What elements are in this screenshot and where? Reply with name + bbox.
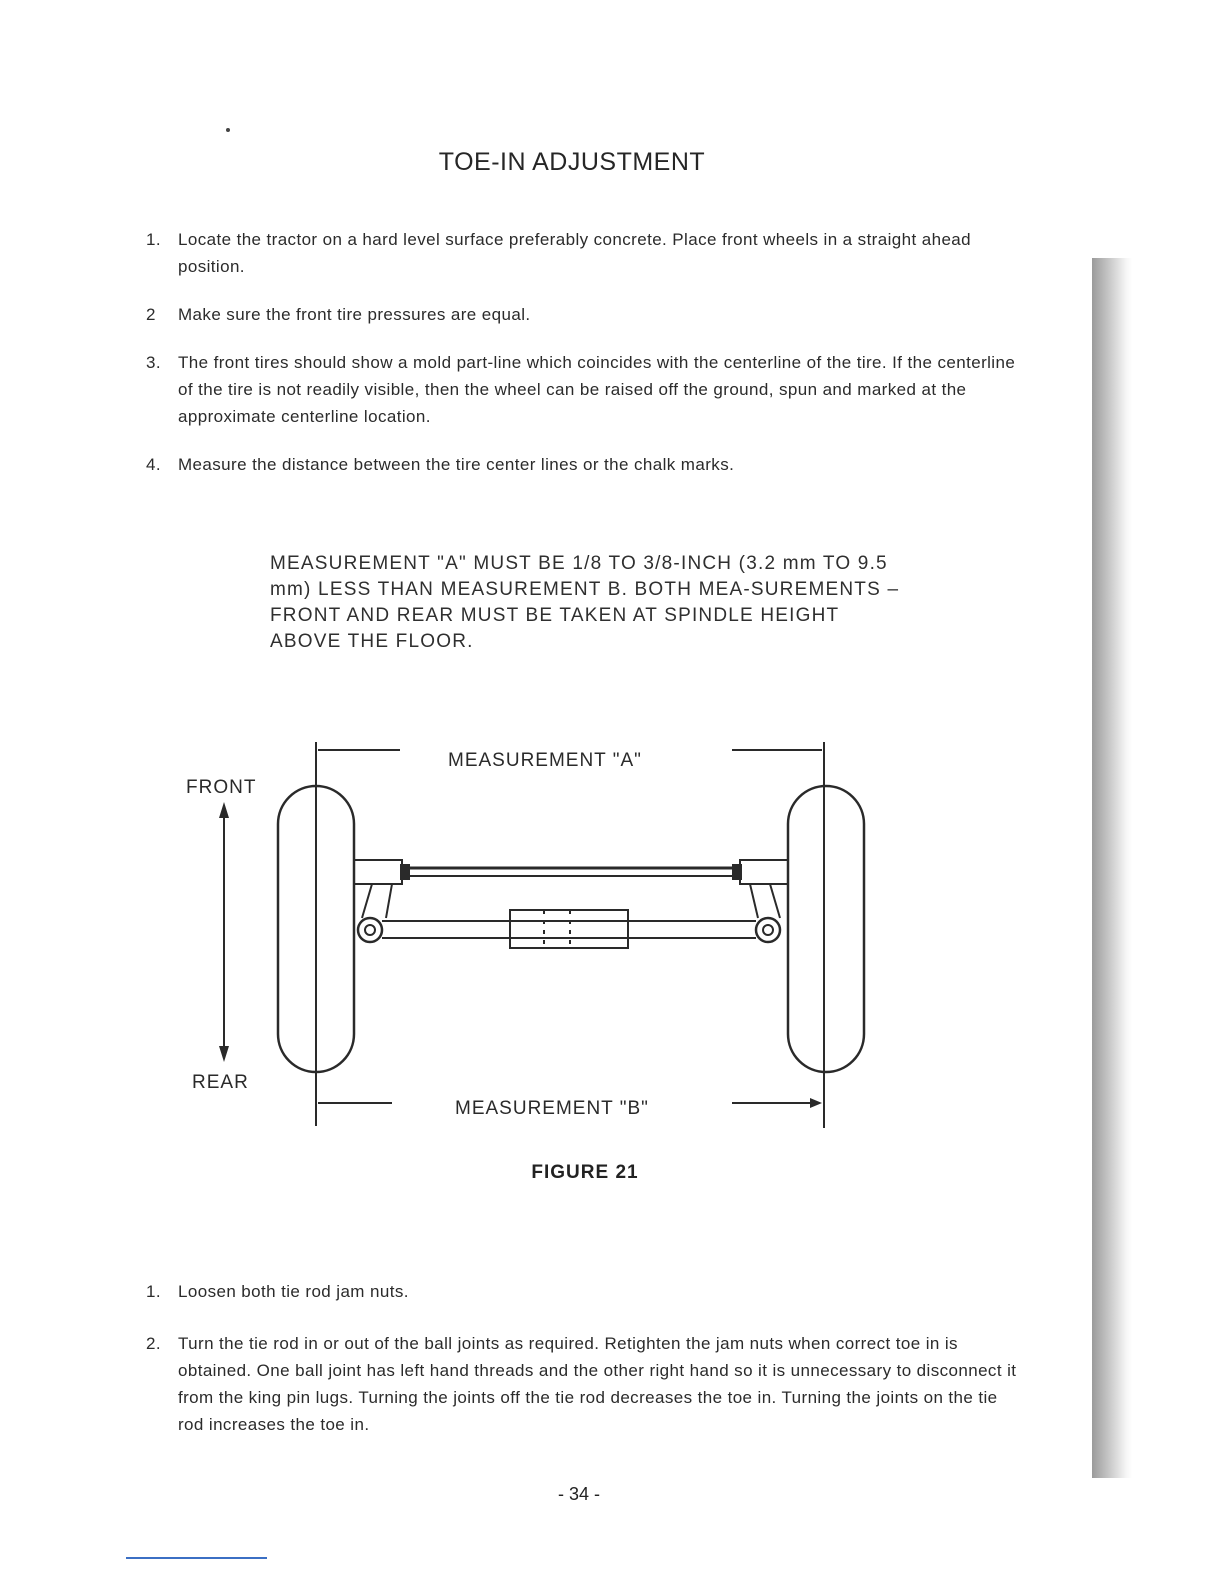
page-title: TOE-IN ADJUSTMENT xyxy=(438,148,706,176)
list-item xyxy=(146,1278,1026,1305)
step-text: Measure the distance between the tire center lines or the chalk marks. xyxy=(178,455,735,474)
footer-rule xyxy=(126,1557,267,1559)
figure-caption: FIGURE 21 xyxy=(531,1162,639,1183)
step-text: Turn the tie rod in or out of the ball joints as required. Retighten the jam nuts when correct toe in is obtained. One ball joint has left hand threads and the other right hand so it is unnecessary to disconnect it from the king pin lugs. Turning the joints off the tie rod decreases the toe in. Turning the joints on the tie rod increases the toe in. xyxy=(178,1334,1017,1434)
measurement-b-right-arrowhead xyxy=(810,1098,822,1108)
measurement-a-label: MEASUREMENT "A" xyxy=(448,750,642,771)
step-number: 4. xyxy=(146,455,161,474)
right-ball-joint-inner xyxy=(763,925,773,935)
right-jam-nut xyxy=(732,864,742,880)
step-number: 3. xyxy=(146,353,161,372)
left-ball-joint xyxy=(358,918,382,942)
right-steering-arm xyxy=(750,884,780,918)
measurement-b-label: MEASUREMENT "B" xyxy=(455,1098,649,1119)
rear-label: REAR xyxy=(192,1072,249,1093)
step-number: 1. xyxy=(146,230,161,249)
page-number: - 34 - xyxy=(557,1484,600,1504)
step-number: 2. xyxy=(146,1334,161,1353)
step-text: Locate the tractor on a hard level surface preferably concrete. Place front wheels in a straight ahead position. xyxy=(178,230,972,276)
step-text: The front tires should show a mold part-line which coincides with the centerline of the tire. If the centerline of the tire is not readily visible, then the wheel can be raised off the ground, spun and marked at the approximate centerline location. xyxy=(178,353,1016,426)
left-jam-nut xyxy=(400,864,410,880)
steps-after-list xyxy=(146,1278,1026,1438)
left-steering-arm xyxy=(362,884,392,918)
list-item xyxy=(146,1330,1026,1438)
right-tire xyxy=(788,786,864,1072)
left-ball-joint-inner xyxy=(365,925,375,935)
measurement-note: MEASUREMENT "A" MUST BE 1/8 TO 3/8-INCH (3.2 mm TO 9.5 mm) LESS THAN MEASUREMENT B. BOTH MEA-SUREMENTS – FRONT AND REAR MUST BE TAKEN AT SPINDLE HEIGHT ABOVE THE FLOOR. xyxy=(270,553,900,652)
left-spindle-block xyxy=(354,860,402,884)
step-text: Make sure the front tire pressures are equal. xyxy=(178,305,531,324)
step-number: 1. xyxy=(146,1282,161,1301)
right-spindle-block xyxy=(740,860,788,884)
arrow-down-head xyxy=(219,1046,229,1062)
step-number: 2 xyxy=(146,305,156,324)
right-ball-joint xyxy=(756,918,780,942)
arrow-up-head xyxy=(219,802,229,818)
step-text: Loosen both tie rod jam nuts. xyxy=(178,1282,409,1301)
front-label: FRONT xyxy=(186,777,257,798)
